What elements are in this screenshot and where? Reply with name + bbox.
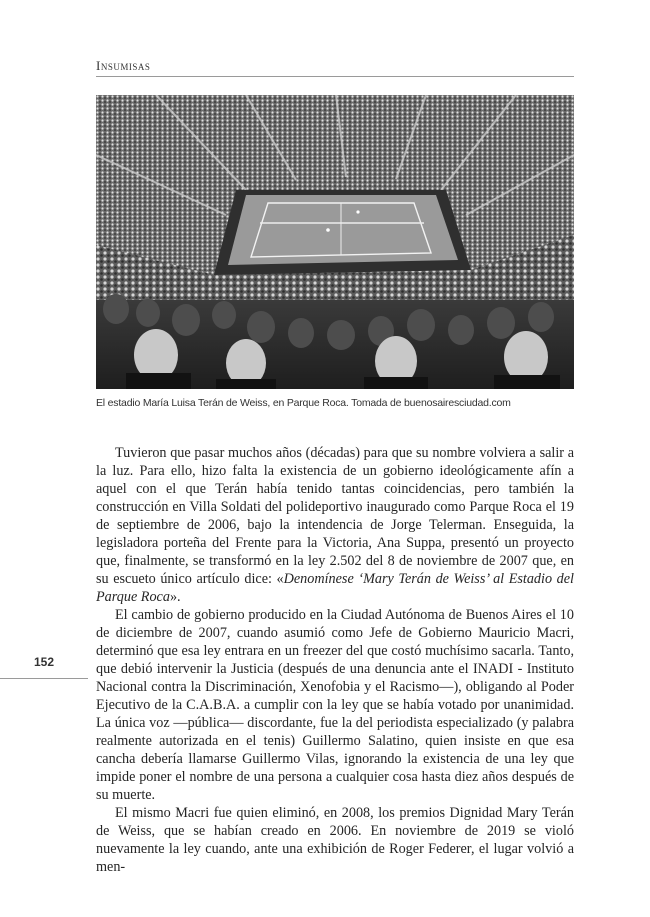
text-run: Tuvieron que pasar muchos años (décadas) para que su nombre volviera a salir a la luz. Para ello, hizo falta la existencia de un gobierno ideológicamente afín a aquel con el que Terán había tenido tantas coincidencias, pero también la construcción en Villa Soldati del polideportivo inaugurado como Parque Roca el 19 de septiembre de 2006, bajo la intendencia de Jorge Telerman. Enseguida, la legisladora porteña del Frente para la Victoria, Ana Suppa, presentó un proyecto que, finalmente, se transformó en la ley 2.502 del 8 de noviembre de 2007 que, en su escueto único artículo dice: «: [96, 445, 574, 587]
text-run: El cambio de gobierno producido en la Ciudad Autónoma de Buenos Aires el 10 de diciembre de 2007, cuando asumió como Jefe de Gobierno Mauricio Macri, determinó que esa ley entrara en un freezer del que costó muchísimo sacarla. Tanto, que debió intervenir la Justicia (después de una denuncia ante el INADI - Instituto Nacional contra la Discriminación, Xenofobia y el Racismo—), obligando al Poder Ejecutivo de la C.A.B.A. a cumplir con la ley que se había votado por unanimidad. La única voz —pública— discordante, fue la del periodista especializado (y palabra realmente autorizada en el tenis) Guillermo Salatino, quien insiste en que esa cancha debería llamarse Guillermo Vilas, ignorando la existencia de una ley que impide poner el nombre de una persona a cualquier cosa hasta diez años después de su muerte.: [96, 607, 574, 803]
paragraph: [96, 804, 574, 876]
paragraph: [96, 606, 574, 804]
header-rule: [96, 76, 574, 77]
law-article-quote: Denomínese ‘Mary Terán de Weiss’ al Estadio del Parque Roca: [96, 571, 574, 605]
paragraph: [96, 444, 574, 606]
margin-rule: [0, 678, 88, 679]
body-text: [96, 444, 574, 876]
stadium-photo: [96, 95, 574, 389]
text-run: ».: [169, 589, 181, 605]
running-head: Insumisas: [96, 58, 151, 73]
page-number: 152: [34, 655, 55, 669]
text-run: El mismo Macri fue quien eliminó, en 2008, los premios Dignidad Mary Terán de Weiss, que se habían creado en 2006. En noviembre de 2019 se violó nuevamente la ley cuando, ante una exhibición de Roger Federer, el lugar volvió a men-: [96, 805, 574, 875]
figure-caption: El estadio María Luisa Terán de Weiss, en Parque Roca. Tomada de buenosairesciudad.com: [96, 397, 511, 409]
